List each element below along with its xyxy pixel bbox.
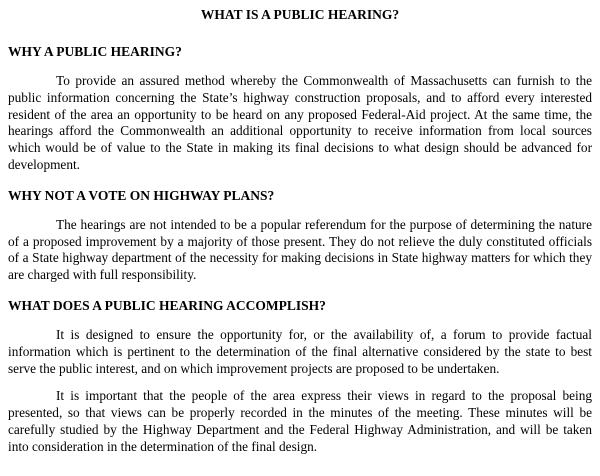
section-heading: WHY NOT A VOTE ON HIGHWAY PLANS? bbox=[8, 187, 275, 203]
section-why-not-vote bbox=[8, 187, 592, 284]
section-why-public-hearing bbox=[8, 43, 592, 174]
section-what-hearing-accomplishes bbox=[8, 297, 592, 456]
section-heading: WHY A PUBLIC HEARING? bbox=[8, 44, 182, 59]
section-heading: WHAT DOES A PUBLIC HEARING ACCOMPLISH? bbox=[8, 297, 326, 313]
section-paragraph: The hearings are not intended to be a popular referendum for the purpose of determining the nature of a proposed improvement by a majority of those present. They do not relieve the duly constituted officials of a State highway department of the necessity for making decisions in State highway matters for which they are charged with full responsibility. bbox=[8, 216, 592, 283]
section-paragraph: To provide an assured method whereby the Commonwealth of Massachusetts can furnish to the public information concerning the State’s highway construction proposals, and to afford every interested resident of the area an opportunity to be heard on any proposed Federal-Aid project. At the same time, the hearings afford the Commonwealth an additional opportunity to receive information from local sources which would be of value to the State in making its final decisions to what design should be advanced for development. bbox=[8, 73, 592, 172]
section-paragraph: It is designed to ensure the opportunity for, or the availability of, a forum to provide factual information which is pertinent to the determination of the final alternative considered by the state to best serve the public interest, and on which improvement projects are proposed to be undertaken. bbox=[8, 326, 592, 376]
document-title: WHAT IS A PUBLIC HEARING? bbox=[200, 7, 400, 22]
section-paragraph: It is important that the people of the area express their views in regard to the proposal being presented, so that views can be properly recorded in the minutes of the meeting. These minutes will be carefully studied by the Highway Department and the Federal Highway Administration, and will be taken into consideration in the determination of the final design. bbox=[8, 388, 592, 454]
